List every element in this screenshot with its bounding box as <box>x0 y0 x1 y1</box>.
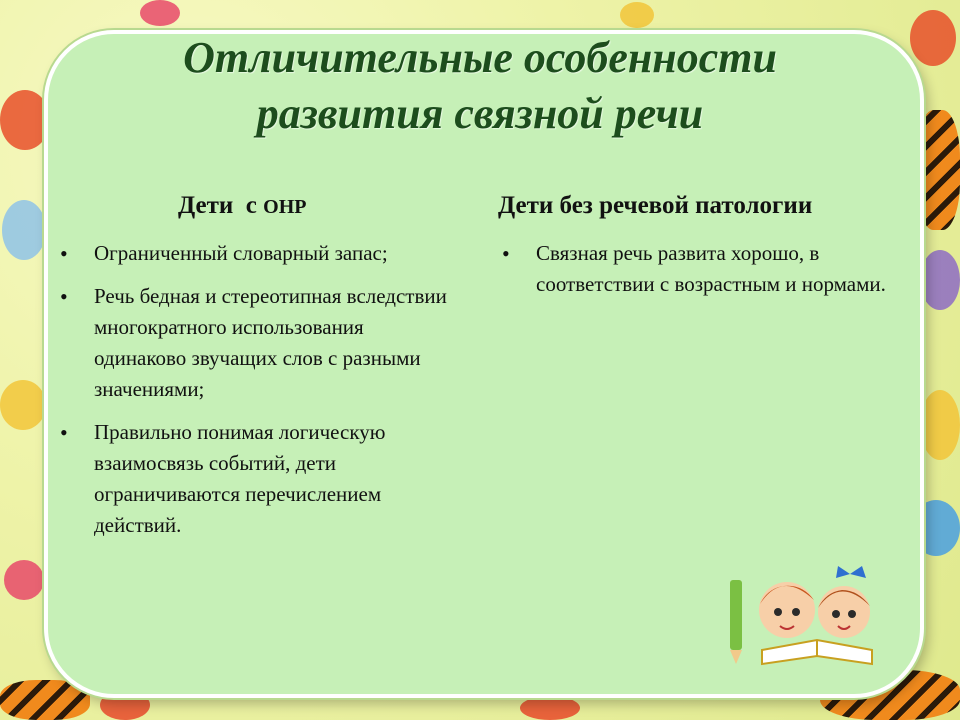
right-column-heading: Дети без речевой патологии <box>498 192 813 219</box>
left-column-list <box>60 238 460 553</box>
toy-decoration <box>520 696 580 720</box>
toy-decoration <box>910 10 956 66</box>
title-line-1: Отличительные особенности <box>183 33 777 82</box>
toy-decoration <box>0 380 46 430</box>
list-item: • Ограниченный словарный запас; <box>60 238 460 269</box>
children-reading-clipart <box>722 560 892 670</box>
left-heading-abbr: ОНР <box>263 196 307 218</box>
toy-decoration <box>920 390 960 460</box>
toy-decoration <box>4 560 44 600</box>
right-column-list <box>502 238 892 312</box>
left-heading-text: Дети с <box>178 192 264 219</box>
girl-face-icon <box>818 586 870 638</box>
list-item: • Связная речь развита хорошо, в соответствии с возрастным и нормами. <box>502 238 892 300</box>
left-column-heading <box>178 192 306 220</box>
toy-decoration <box>2 200 46 260</box>
toy-decoration <box>920 250 960 310</box>
pencil-icon <box>730 580 742 650</box>
list-item: • Речь бедная и стереотипная вследствии многократного использования одинаково звучащих слов с разными значениями; <box>60 281 460 405</box>
toy-decoration <box>0 90 50 150</box>
list-item: • Правильно понимая логическую взаимосвязь событий, дети ограничиваются перечислением действий. <box>60 417 460 541</box>
toy-decoration <box>620 2 654 28</box>
title-line-2: развития связной речи <box>256 89 704 138</box>
toy-decoration <box>140 0 180 26</box>
slide-title <box>60 30 900 142</box>
